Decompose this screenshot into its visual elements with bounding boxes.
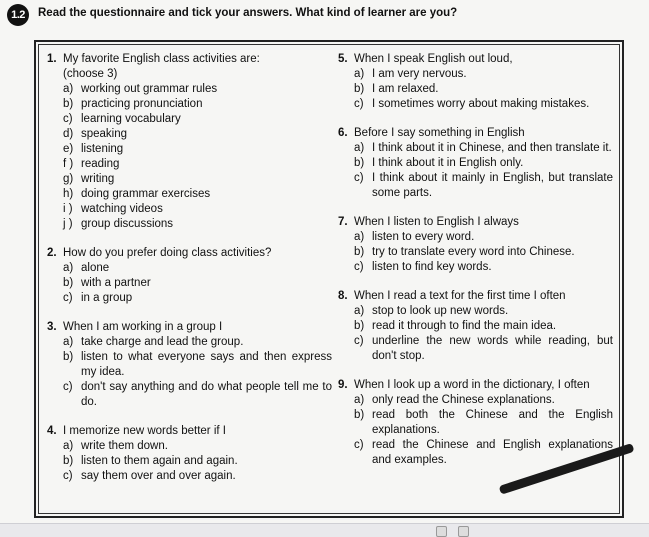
option-text: with a partner [81,277,151,289]
option-text: listen to them again and again. [81,455,238,467]
option-letter: b) [354,246,365,258]
option-letter: a) [63,262,74,274]
question-number: 5. [338,53,348,65]
question-7 [338,215,613,275]
question-2 [47,246,332,306]
option-letter: c) [63,113,73,125]
question-1 [47,52,332,232]
answer-option[interactable] [338,245,613,260]
answer-option[interactable] [338,408,613,438]
option-text: read it through to find the main idea. [372,320,557,332]
question-number: 1. [47,53,57,65]
answer-option[interactable] [47,187,332,202]
option-letter: a) [354,394,365,406]
answer-option[interactable] [47,112,332,127]
answer-option[interactable] [338,334,613,364]
option-text: learning vocabulary [81,113,181,125]
option-letter: f ) [63,158,74,170]
question-heading [47,320,332,335]
option-letter: j ) [63,218,73,230]
option-text: I think about it in Chinese, and then translate it. [372,142,612,154]
option-letter: c) [354,335,364,347]
option-text: doing grammar exercises [81,188,211,200]
question-4 [47,424,332,484]
answer-option[interactable] [47,469,332,484]
option-text: I am very nervous. [372,68,467,80]
question-8 [338,289,613,364]
question-text: When I speak English out loud, [354,53,513,65]
option-letter: h) [63,188,74,200]
question-heading [338,126,613,141]
answer-option[interactable] [338,304,613,319]
questionnaire-left-column [47,52,332,498]
option-text: read the Chinese and English explanations and examples. [372,439,613,466]
option-letter: b) [354,320,365,332]
option-text: underline the new words while reading, but don't stop. [372,335,613,362]
option-letter: c) [63,381,73,393]
answer-option[interactable] [47,261,332,276]
question-number: 6. [338,127,348,139]
exercise-number-badge: 1.2 [7,4,29,26]
option-text: take charge and lead the group. [81,336,244,348]
option-letter: b) [354,157,365,169]
taskbar [0,523,649,537]
option-letter: a) [63,83,74,95]
question-number: 8. [338,290,348,302]
option-text: working out grammar rules [81,83,218,95]
answer-option[interactable] [47,350,332,380]
option-letter: c) [63,470,73,482]
question-number: 4. [47,425,57,437]
question-text: I memorize new words better if I [63,425,226,437]
option-letter: c) [354,261,364,273]
answer-option[interactable] [338,97,613,112]
window-icon[interactable] [458,526,469,537]
option-text: listen to find key words. [372,261,492,273]
answer-option[interactable] [338,82,613,97]
option-text: stop to look up new words. [372,305,509,317]
option-text: read both the Chinese and the English explanations. [372,409,613,436]
option-text: listen to every word. [372,231,475,243]
question-text: My favorite English class activities are: [63,53,260,65]
option-text: speaking [81,128,128,140]
option-text: alone [81,262,110,274]
answer-option[interactable] [47,439,332,454]
option-text: writing [81,173,115,185]
option-text: group discussions [81,218,174,230]
option-letter: a) [354,142,365,154]
option-letter: a) [63,336,74,348]
option-letter: c) [354,439,364,451]
question-text: When I am working in a group I [63,321,223,333]
answer-option[interactable] [47,157,332,172]
option-letter: b) [63,277,74,289]
answer-option[interactable] [47,276,332,291]
option-letter: e) [63,143,74,155]
question-number: 3. [47,321,57,333]
answer-option[interactable] [47,82,332,97]
option-text: I am relaxed. [372,83,439,95]
question-9 [338,378,613,468]
option-text: don't say anything and do what people tell me to do. [81,381,332,408]
answer-option[interactable] [47,217,332,232]
question-6 [338,126,613,201]
option-letter: c) [63,292,73,304]
answer-option[interactable] [338,67,613,82]
option-letter: i ) [63,203,73,215]
option-text: write them down. [81,440,168,452]
question-text: When I look up a word in the dictionary, I often [354,379,590,391]
option-letter: b) [63,455,74,467]
option-letter: b) [354,409,365,421]
question-number: 7. [338,216,348,228]
option-letter: c) [354,172,364,184]
answer-option[interactable] [47,202,332,217]
option-letter: c) [354,98,364,110]
option-text: try to translate every word into Chinese. [372,246,575,258]
questionnaire-right-column [338,52,613,482]
option-letter: b) [63,98,74,110]
question-number: 9. [338,379,348,391]
answer-option[interactable] [338,171,613,201]
question-text: How do you prefer doing class activities? [63,247,272,259]
option-text: reading [81,158,120,170]
question-heading [47,246,332,261]
option-letter: a) [354,231,365,243]
exercise-instruction: Read the questionnaire and tick your answers. What kind of learner are you? [38,7,458,19]
window-icon[interactable] [436,526,447,537]
question-heading [338,378,613,393]
answer-option[interactable] [338,319,613,334]
option-text: listening [81,143,124,155]
answer-option[interactable] [47,291,332,306]
option-text: only read the Chinese explanations. [372,394,555,406]
option-letter: g) [63,173,74,185]
answer-option[interactable] [47,454,332,469]
answer-option[interactable] [338,156,613,171]
question-heading [338,215,613,230]
answer-option[interactable] [47,97,332,112]
option-letter: d) [63,128,74,140]
answer-option[interactable] [338,141,613,156]
question-heading [47,424,332,439]
question-number: 2. [47,247,57,259]
answer-option[interactable] [47,335,332,350]
option-text: listen to what everyone says and then express my idea. [81,351,332,378]
option-text: I sometimes worry about making mistakes. [372,98,590,110]
option-letter: a) [354,305,365,317]
option-letter: a) [63,440,74,452]
option-letter: b) [63,351,74,363]
answer-option[interactable] [47,172,332,187]
answer-option[interactable] [338,393,613,408]
answer-option[interactable] [47,142,332,157]
option-text: I think about it in English only. [372,157,524,169]
question-text: When I read a text for the first time I often [354,290,566,302]
question-text: When I listen to English I always [354,216,519,228]
question-5 [338,52,613,112]
option-text: in a group [81,292,133,304]
answer-option[interactable] [338,260,613,275]
question-heading [338,52,613,67]
question-text: Before I say something in English [354,127,525,139]
answer-option[interactable] [338,230,613,245]
question-3 [47,320,332,410]
question-note: (choose 3) [63,68,118,80]
answer-option[interactable] [47,380,332,410]
option-text: watching videos [81,203,163,215]
option-text: I think about it mainly in English, but translate some parts. [372,172,613,199]
question-heading [47,52,332,67]
option-text: practicing pronunciation [81,98,203,110]
option-text: say them over and over again. [81,470,236,482]
option-letter: b) [354,83,365,95]
question-heading [338,289,613,304]
answer-option[interactable] [47,127,332,142]
option-letter: a) [354,68,365,80]
